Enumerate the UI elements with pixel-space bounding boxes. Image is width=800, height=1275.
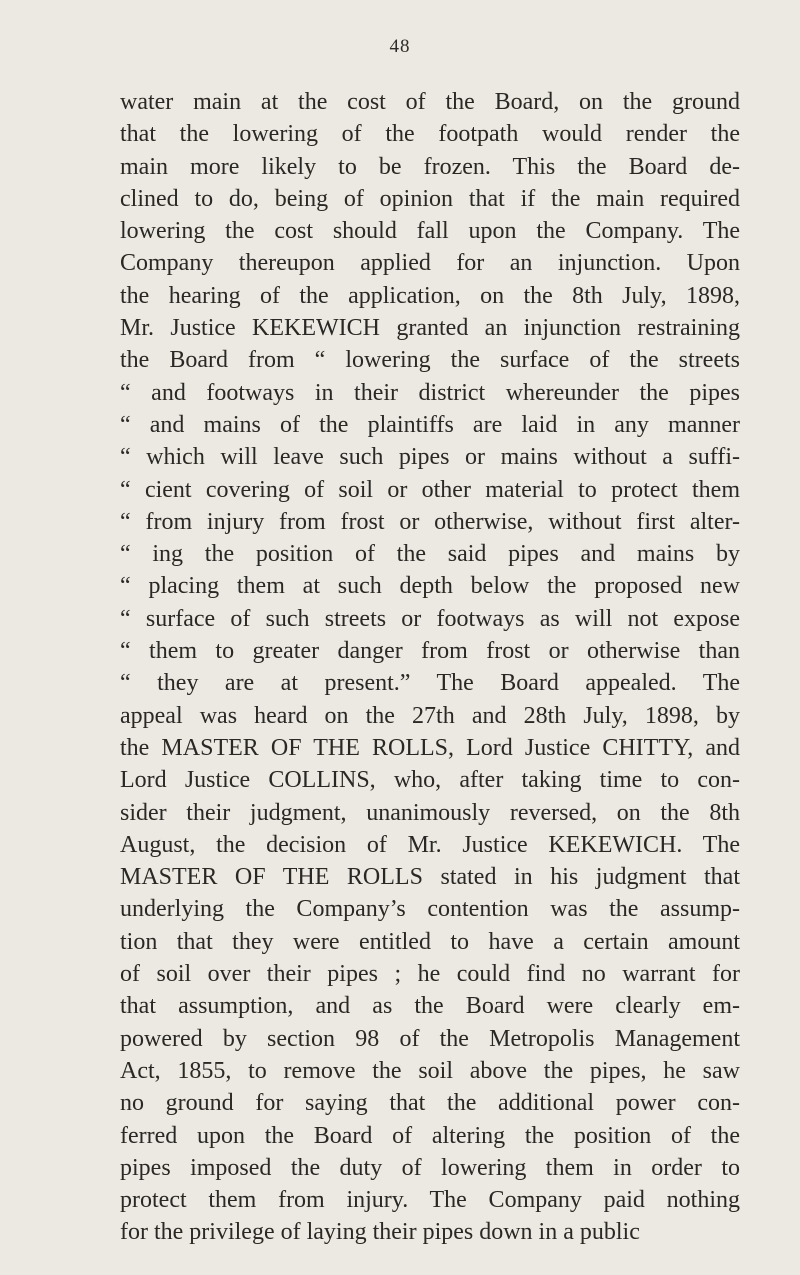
text-line: sider their judgment, unanimously reversed, on the 8th xyxy=(120,799,740,826)
text-line: main more likely to be frozen. This the Board de- xyxy=(120,153,740,180)
text-line: of soil over their pipes ; he could find no warrant for xyxy=(120,961,740,988)
page-number: 48 xyxy=(389,36,411,57)
text-line: August, the decision of Mr. Justice KEKEWICH. The xyxy=(120,831,740,858)
text-line: “ ing the position of the said pipes and mains by xyxy=(120,541,740,568)
text-line: “ they are at present.” The Board appealed. The xyxy=(120,670,740,697)
text-line: Mr. Justice KEKEWICH granted an injunction restraining xyxy=(120,315,740,342)
text-line: “ them to greater danger from frost or otherwise than xyxy=(120,638,740,665)
text-line: Company thereupon applied for an injunction. Upon xyxy=(120,250,740,277)
text-line: protect them from injury. The Company paid nothing xyxy=(120,1187,740,1214)
text-line: “ cient covering of soil or other material to protect them xyxy=(120,476,740,503)
text-line: MASTER OF THE ROLLS stated in his judgment that xyxy=(120,864,740,891)
text-line: Lord Justice COLLINS, who, after taking time to con- xyxy=(120,767,740,794)
text-line: “ and footways in their district whereunder the pipes xyxy=(120,379,740,406)
text-line: that the lowering of the footpath would render the xyxy=(120,121,740,148)
text-line: tion that they were entitled to have a certain amount xyxy=(120,928,740,955)
text-line: “ surface of such streets or footways as will not expose xyxy=(120,605,740,632)
text-line: “ from injury from frost or otherwise, without first alter- xyxy=(120,508,740,535)
text-line: “ and mains of the plaintiffs are laid in any manner xyxy=(120,411,740,438)
text-line: underlying the Company’s contention was the assump- xyxy=(120,896,740,923)
text-line: Act, 1855, to remove the soil above the pipes, he saw xyxy=(120,1057,740,1084)
text-line: the MASTER OF THE ROLLS, Lord Justice CHITTY, and xyxy=(120,734,740,761)
text-line: powered by section 98 of the Metropolis Management xyxy=(120,1025,740,1052)
text-line: appeal was heard on the 27th and 28th July, 1898, by xyxy=(120,702,740,729)
text-line: the hearing of the application, on the 8th July, 1898, xyxy=(120,282,740,309)
text-line: for the privilege of laying their pipes down in a public xyxy=(120,1219,640,1246)
text-line: “ placing them at such depth below the proposed new xyxy=(120,573,740,600)
text-line: the Board from “ lowering the surface of the streets xyxy=(120,347,740,374)
text-line: ferred upon the Board of altering the position of the xyxy=(120,1122,740,1149)
text-line: water main at the cost of the Board, on the ground xyxy=(120,89,740,115)
text-line: that assumption, and as the Board were clearly em- xyxy=(120,993,740,1020)
body-text xyxy=(120,86,740,1249)
text-line: no ground for saying that the additional power con- xyxy=(120,1090,740,1117)
text-line: lowering the cost should fall upon the Company. The xyxy=(120,218,740,245)
text-line: pipes imposed the duty of lowering them in order to xyxy=(120,1154,740,1181)
text-line: “ which will leave such pipes or mains without a suffi- xyxy=(120,444,740,471)
text-line: clined to do, being of opinion that if the main required xyxy=(120,185,740,212)
